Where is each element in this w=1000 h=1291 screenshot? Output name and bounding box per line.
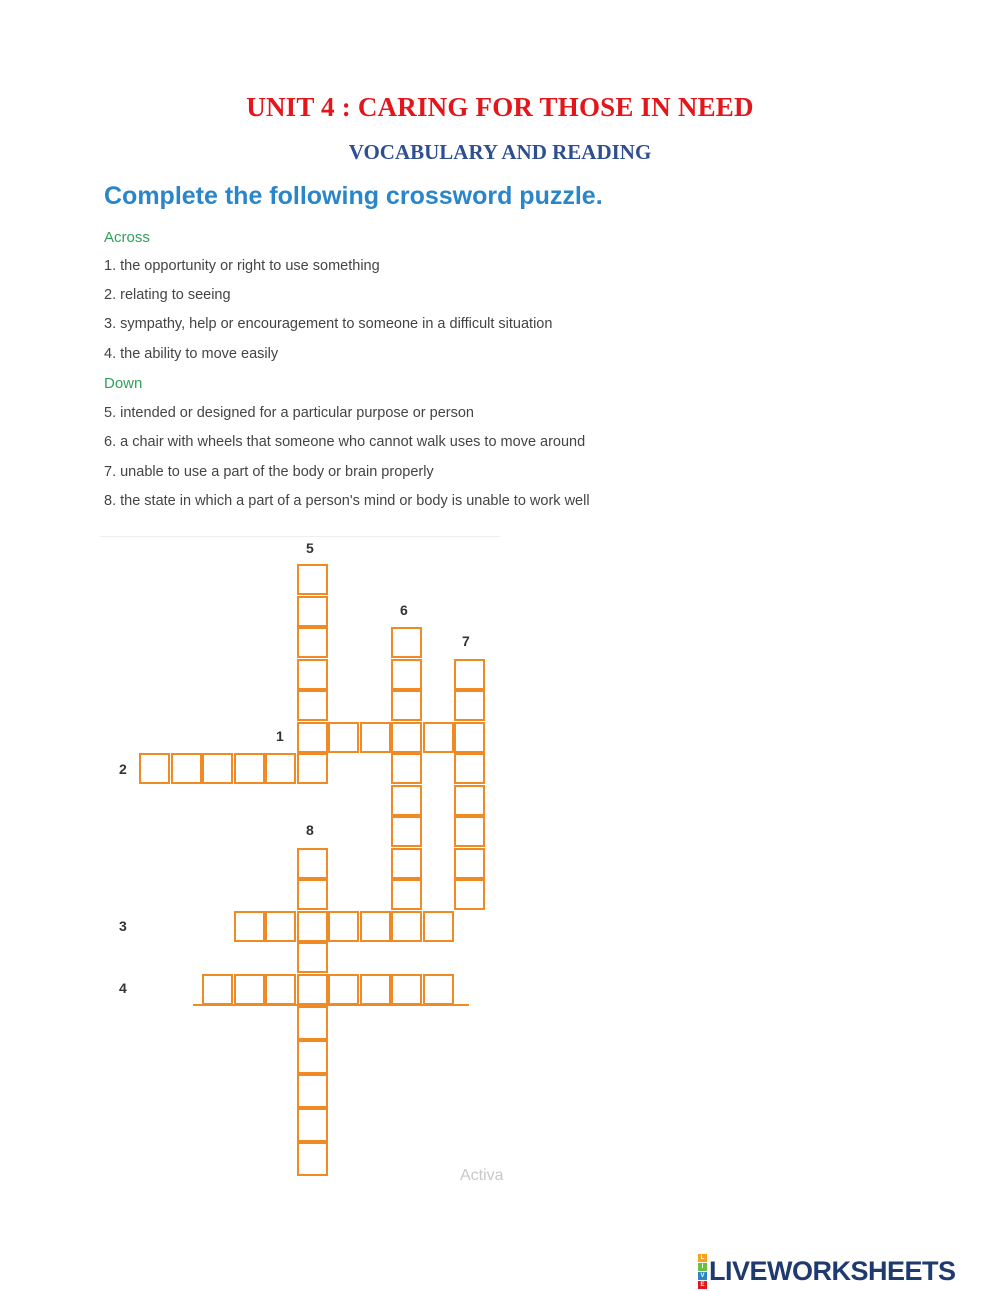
crossword-cell[interactable]: [391, 879, 422, 910]
down-clue-7: 7. unable to use a part of the body or brain properly: [104, 464, 434, 480]
crossword-cell[interactable]: [391, 659, 422, 690]
crossword-cell[interactable]: [391, 974, 422, 1005]
crossword-cell[interactable]: [454, 816, 485, 847]
crossword-cell[interactable]: [297, 1108, 328, 1142]
page-subtitle: VOCABULARY AND READING: [348, 140, 652, 164]
crossword-cell[interactable]: [391, 848, 422, 879]
across-clue-1: 1. the opportunity or right to use something: [104, 258, 380, 274]
across-heading: Across: [104, 229, 150, 246]
crossword-cell[interactable]: [297, 942, 328, 973]
crossword-cell[interactable]: [234, 911, 265, 942]
crossword-cell[interactable]: [297, 1006, 328, 1040]
crossword-cell[interactable]: [297, 564, 328, 595]
crossword-cell[interactable]: [423, 911, 454, 942]
crossword-cell[interactable]: [423, 722, 454, 753]
crossword-cell[interactable]: [391, 690, 422, 721]
grid-top-divider: [100, 536, 500, 537]
crossword-cell[interactable]: [454, 753, 485, 784]
crossword-cell[interactable]: [265, 753, 296, 784]
crossword-cell[interactable]: [391, 627, 422, 658]
crossword-cell[interactable]: [202, 753, 233, 784]
across-clue-2: 2. relating to seeing: [104, 287, 231, 303]
down-clue-6: 6. a chair with wheels that someone who cannot walk uses to move around: [104, 434, 586, 450]
crossword-cell[interactable]: [234, 974, 265, 1005]
logo-letter: E: [698, 1281, 707, 1289]
crossword-cell[interactable]: [297, 848, 328, 879]
down-heading: Down: [104, 375, 143, 392]
page-title: UNIT 4 : CARING FOR THOSE IN NEED: [246, 92, 754, 122]
watermark-text: Activa: [460, 1167, 504, 1184]
crossword-cell[interactable]: [297, 659, 328, 690]
crossword-cell[interactable]: [328, 974, 359, 1005]
logo-letter: L: [698, 1254, 707, 1262]
instruction-text: Complete the following crossword puzzle.: [104, 182, 603, 210]
crossword-cell[interactable]: [328, 722, 359, 753]
crossword-cell[interactable]: [391, 722, 422, 753]
crossword-cell[interactable]: [297, 753, 328, 784]
crossword-cell[interactable]: [360, 722, 391, 753]
crossword-cell[interactable]: [297, 911, 328, 942]
logo-letter: I: [698, 1263, 707, 1271]
crossword-cell[interactable]: [391, 785, 422, 816]
crossword-cell[interactable]: [297, 596, 328, 627]
crossword-cell[interactable]: [297, 879, 328, 910]
crossword-cell[interactable]: [234, 753, 265, 784]
crossword-cell[interactable]: [328, 911, 359, 942]
crossword-cell[interactable]: [454, 879, 485, 910]
crossword-cell[interactable]: [297, 1040, 328, 1074]
down-clue-8: 8. the state in which a part of a person's mind or body is unable to work well: [104, 493, 590, 509]
clue-number-1: 1: [276, 728, 284, 744]
crossword-cell[interactable]: [297, 690, 328, 721]
liveworksheets-logo: [698, 1256, 994, 1286]
crossword-cell[interactable]: [454, 848, 485, 879]
across-clue-3: 3. sympathy, help or encouragement to someone in a difficult situation: [104, 316, 553, 332]
clue-number-6: 6: [400, 602, 408, 618]
crossword-cell[interactable]: [454, 690, 485, 721]
crossword-cell[interactable]: [139, 753, 170, 784]
crossword-cell[interactable]: [265, 911, 296, 942]
crossword-cell[interactable]: [360, 974, 391, 1005]
crossword-cell[interactable]: [202, 974, 233, 1005]
clue-number-5: 5: [306, 540, 314, 556]
crossword-cell[interactable]: [454, 785, 485, 816]
crossword-cell[interactable]: [423, 974, 454, 1005]
clue-number-2: 2: [119, 761, 127, 777]
across-clue-4: 4. the ability to move easily: [104, 346, 279, 362]
crossword-cell[interactable]: [297, 974, 328, 1005]
logo-text: LIVEWORKSHEETS: [709, 1255, 956, 1286]
logo-letter: V: [698, 1272, 707, 1280]
crossword-cell[interactable]: [391, 816, 422, 847]
crossword-cell[interactable]: [297, 722, 328, 753]
crossword-cell[interactable]: [360, 911, 391, 942]
down-clue-5: 5. intended or designed for a particular purpose or person: [104, 405, 474, 421]
crossword-cell[interactable]: [265, 974, 296, 1005]
logo-icon: [698, 1254, 707, 1289]
crossword-cell[interactable]: [297, 1142, 328, 1176]
clue-number-4: 4: [119, 980, 127, 996]
crossword-cell[interactable]: [171, 753, 202, 784]
crossword-cell[interactable]: [297, 1074, 328, 1108]
crossword-cell[interactable]: [391, 753, 422, 784]
crossword-cell[interactable]: [391, 911, 422, 942]
crossword-cell[interactable]: [454, 722, 485, 753]
crossword-cell[interactable]: [454, 659, 485, 690]
crossword-cell[interactable]: [297, 627, 328, 658]
clue-number-3: 3: [119, 918, 127, 934]
clue-number-7: 7: [462, 633, 470, 649]
clue-number-8: 8: [306, 822, 314, 838]
